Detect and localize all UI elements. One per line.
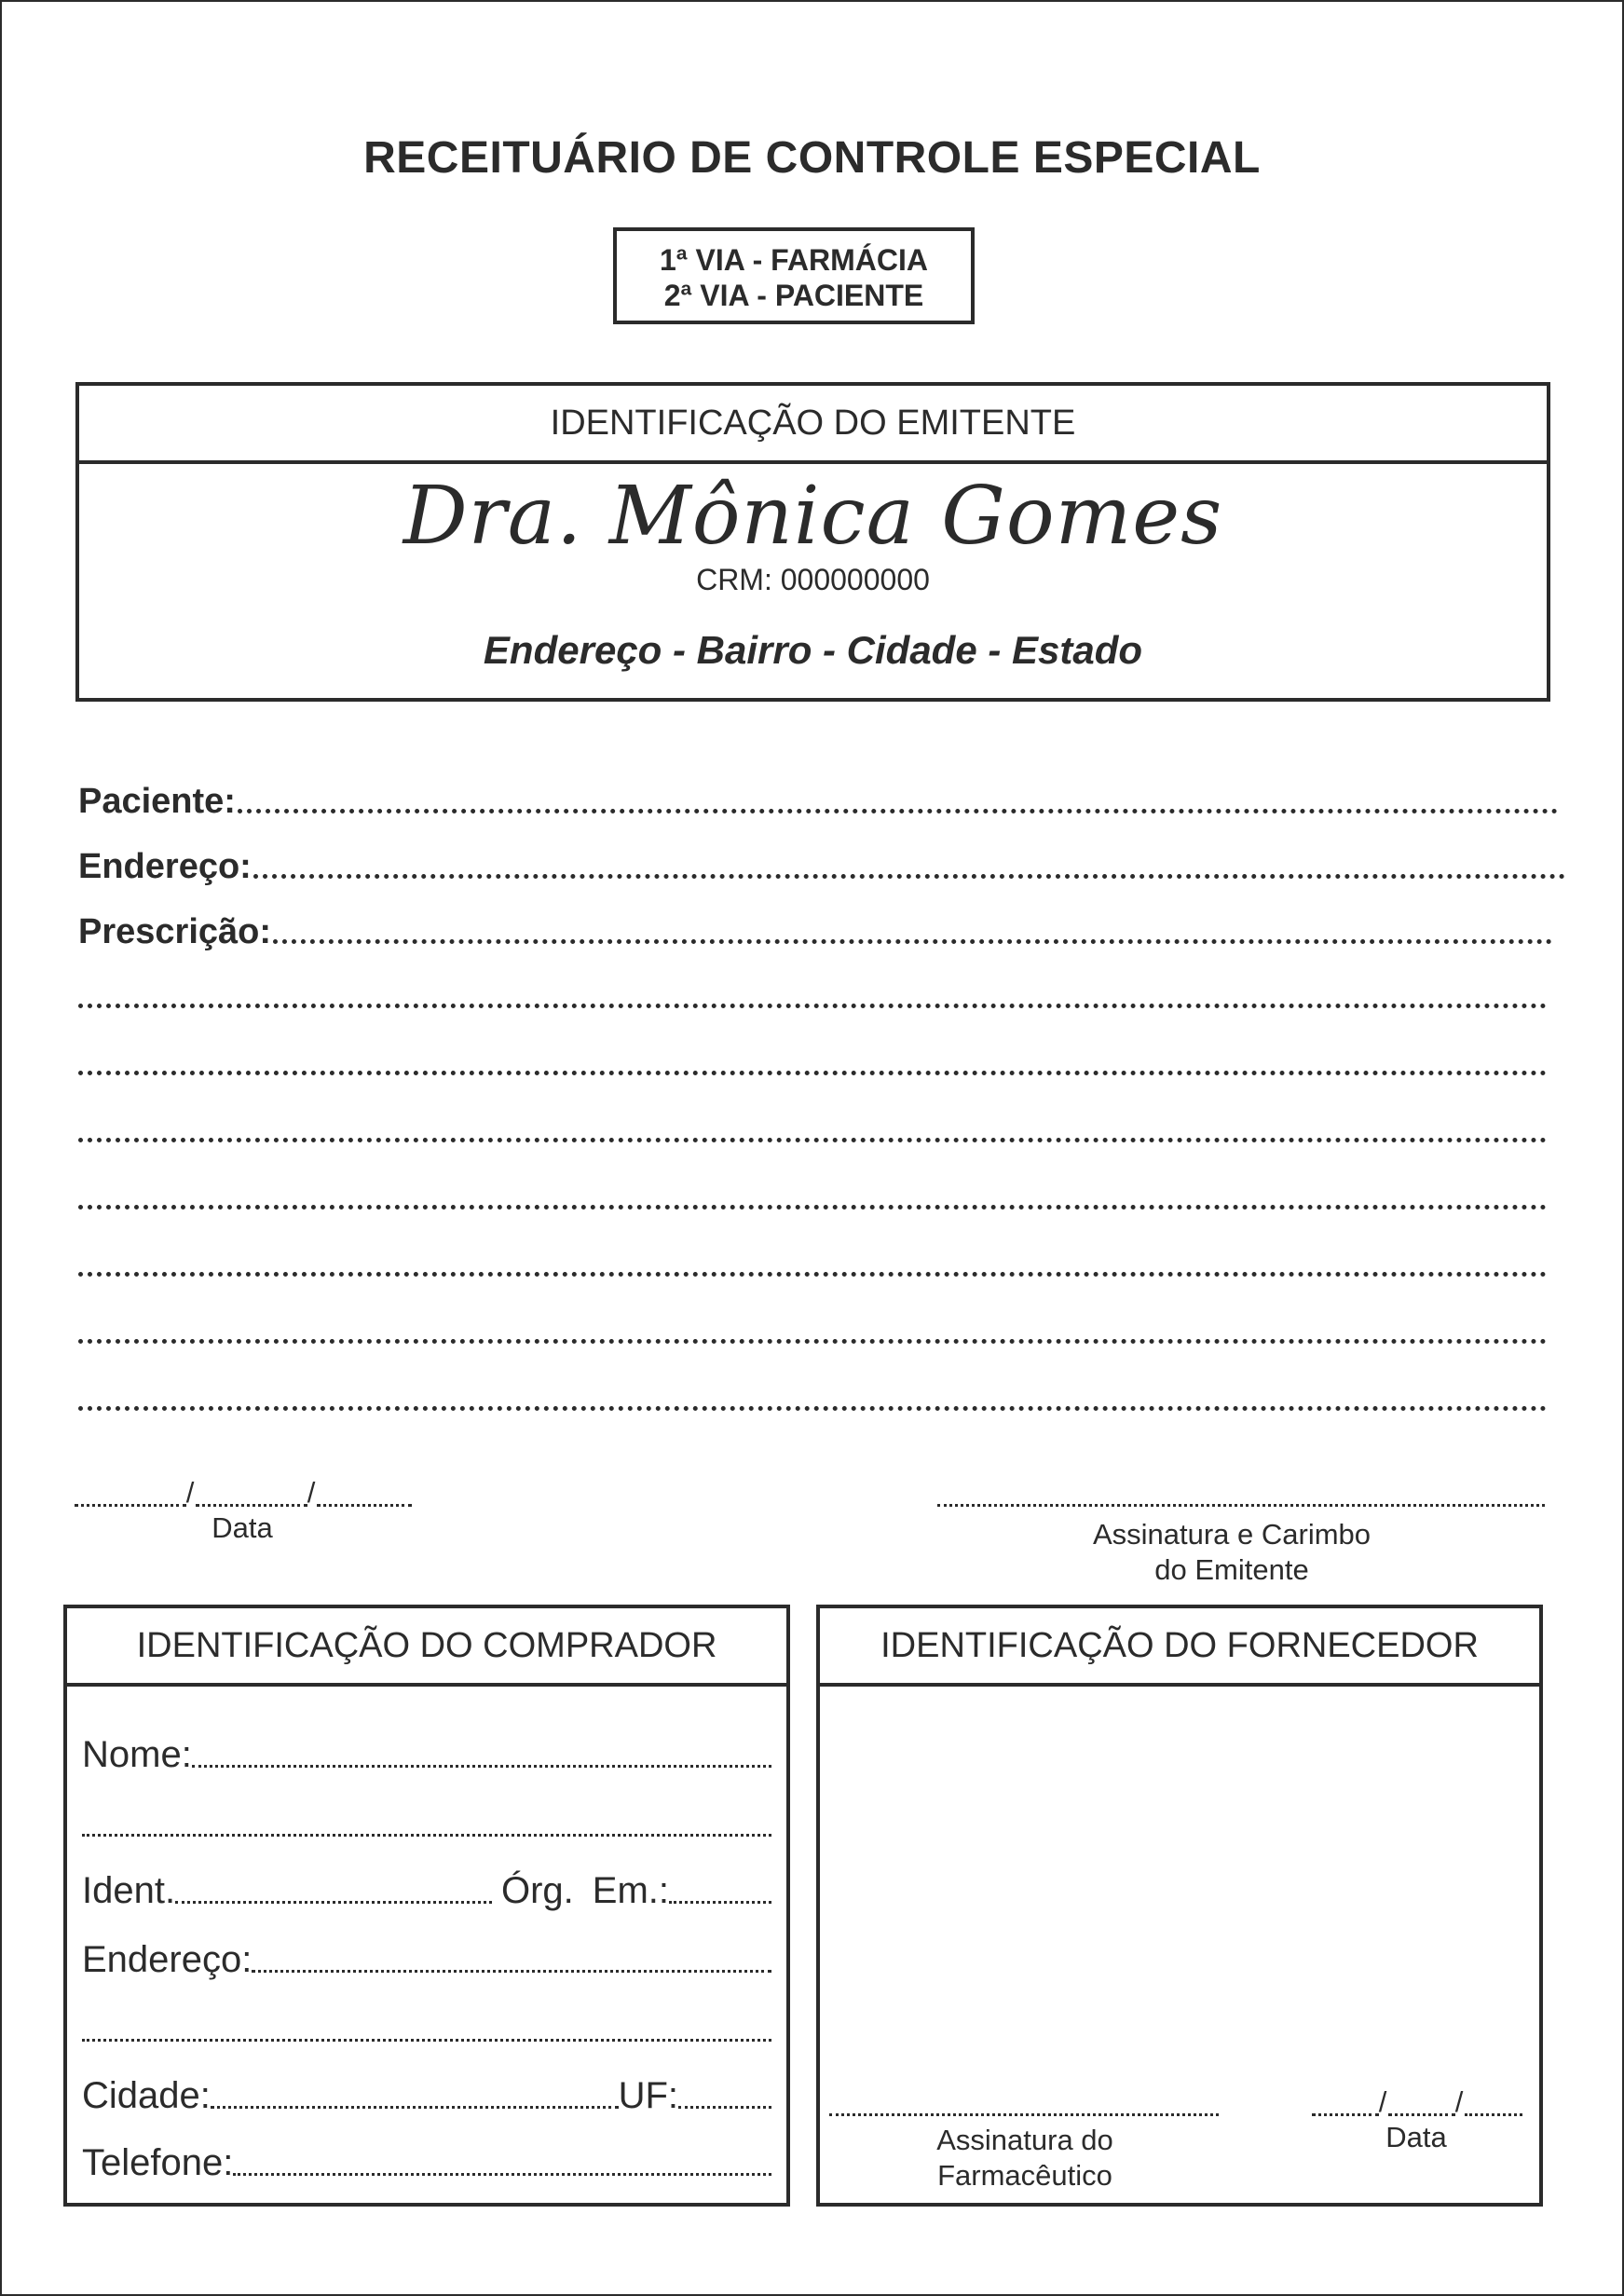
signature-label-line-2: do Emitente — [1154, 1553, 1309, 1586]
fornecedor-box — [816, 1605, 1543, 2207]
prescription-line[interactable] — [78, 1138, 1547, 1142]
date-separator: / — [307, 1476, 316, 1509]
comprador-endereco-label: Endereço: — [82, 1939, 252, 1980]
uf-label: UF: — [618, 2075, 678, 2116]
comprador-cidade-field[interactable] — [82, 2070, 771, 2117]
date-separator: / — [185, 1476, 195, 1509]
date-day-line[interactable] — [75, 1504, 186, 1507]
fornecedor-date-month-line[interactable] — [1388, 2113, 1455, 2116]
prescription-line[interactable] — [78, 1205, 1547, 1210]
farmaceutico-label-line-2: Farmacêutico — [937, 2159, 1112, 2192]
telefone-label: Telefone: — [82, 2142, 234, 2183]
farmaceutico-signature-label — [867, 2123, 1183, 2194]
ident-label: Ident. — [82, 1870, 176, 1911]
via-1: 1ª VIA - FARMÁCIA — [660, 243, 928, 277]
date-year-line[interactable] — [317, 1504, 412, 1507]
prescription-line[interactable] — [78, 1339, 1547, 1344]
orgao-label: Órg. — [500, 1870, 574, 1911]
prescription-line[interactable] — [78, 1071, 1547, 1075]
nome-line[interactable] — [192, 1765, 771, 1768]
prescription-line[interactable] — [78, 1004, 1547, 1008]
emitente-header: IDENTIFICAÇÃO DO EMITENTE — [79, 386, 1547, 464]
prescricao-line[interactable] — [273, 939, 1552, 944]
farmaceutico-signature-line[interactable] — [829, 2113, 1219, 2116]
paciente-line[interactable] — [238, 809, 1558, 813]
emitente-box — [75, 382, 1550, 702]
comprador-endereco-line-2[interactable] — [82, 2039, 771, 2042]
date-month-line[interactable] — [196, 1504, 307, 1507]
prescription-line[interactable] — [78, 1406, 1547, 1411]
endereco-label: Endereço: — [78, 847, 252, 886]
nome-line-2[interactable] — [82, 1834, 771, 1837]
emissao-label: Em.: — [592, 1870, 669, 1911]
telefone-line[interactable] — [233, 2173, 771, 2176]
emissao-line[interactable] — [669, 1901, 771, 1904]
form-title: RECEITUÁRIO DE CONTROLE ESPECIAL — [363, 133, 1261, 183]
farmaceutico-label-line-1: Assinatura do — [936, 2124, 1113, 2156]
fornecedor-date-label: Data — [1385, 2121, 1447, 2153]
date-separator: / — [1378, 2085, 1387, 2118]
fornecedor-date-day-line[interactable] — [1312, 2113, 1379, 2116]
comprador-header: IDENTIFICAÇÃO DO COMPRADOR — [67, 1608, 786, 1687]
prescricao-label: Prescrição: — [78, 912, 272, 951]
signature-line[interactable] — [937, 1504, 1545, 1507]
fornecedor-header: IDENTIFICAÇÃO DO FORNECEDOR — [820, 1608, 1539, 1687]
via-2: 2ª VIA - PACIENTE — [663, 279, 924, 312]
emitente-address: Endereço - Bairro - Cidade - Estado — [483, 628, 1143, 672]
ident-line[interactable] — [175, 1901, 492, 1904]
comprador-nome-continuation[interactable] — [82, 1798, 771, 1845]
endereco-line[interactable] — [253, 874, 1565, 879]
prescription-line[interactable] — [78, 1272, 1547, 1277]
cidade-line[interactable] — [211, 2106, 619, 2109]
via-box — [613, 227, 975, 324]
prescricao-field[interactable] — [78, 906, 1552, 952]
comprador-nome-field[interactable] — [82, 1729, 771, 1776]
comprador-ident-field[interactable] — [82, 1866, 771, 1912]
nome-label: Nome: — [82, 1734, 192, 1775]
paciente-field[interactable] — [78, 775, 1558, 822]
comprador-box — [63, 1605, 790, 2207]
signature-label — [980, 1517, 1483, 1588]
doctor-name: Dra. Mônica Gomes — [403, 470, 1223, 563]
endereco-field[interactable] — [78, 840, 1565, 887]
comprador-endereco-line[interactable] — [252, 1970, 771, 1973]
cidade-label: Cidade: — [82, 2075, 211, 2116]
date-separator: / — [1454, 2085, 1464, 2118]
crm-number: CRM: 000000000 — [696, 563, 930, 596]
fornecedor-date-year-line[interactable] — [1465, 2113, 1522, 2116]
comprador-telefone-field[interactable] — [82, 2138, 771, 2184]
date-label: Data — [212, 1511, 273, 1544]
paciente-label: Paciente: — [78, 782, 236, 821]
signature-label-line-1: Assinatura e Carimbo — [1092, 1518, 1372, 1551]
comprador-endereco-field[interactable] — [82, 1934, 771, 1981]
uf-line[interactable] — [678, 2106, 771, 2109]
comprador-endereco-continuation[interactable] — [82, 2003, 771, 2050]
